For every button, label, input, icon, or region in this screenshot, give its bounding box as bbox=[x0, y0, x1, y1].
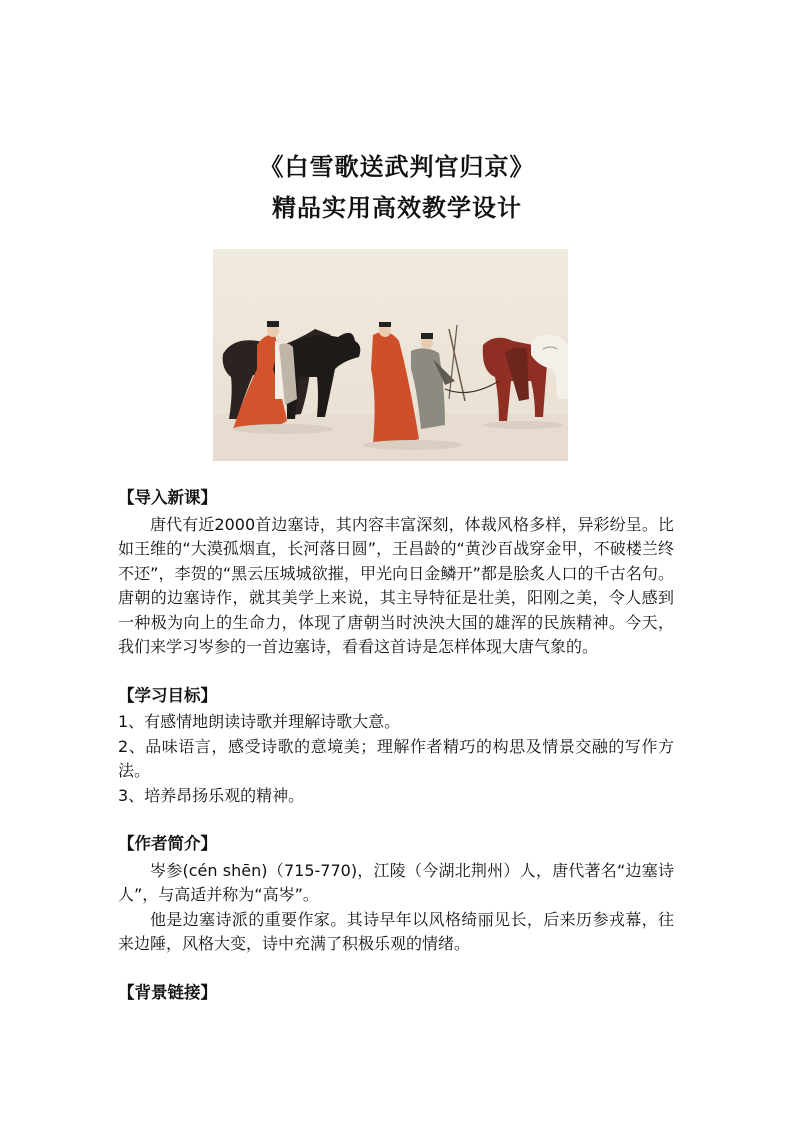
document-body bbox=[118, 486, 674, 1029]
section-heading: 【背景链接】 bbox=[118, 982, 217, 1002]
section-goals bbox=[118, 684, 674, 809]
illustration-image bbox=[213, 249, 568, 461]
goal-item: 1、有感情地朗读诗歌并理解诗歌大意。 bbox=[118, 712, 401, 731]
author-paragraph: 岑参(cén shēn)（715-770)，江陵（今湖北荆州）人，唐代著名“边塞诗人”，与高适并称为“高岑”。 bbox=[118, 860, 674, 904]
goal-item: 3、培养昂扬乐观的精神。 bbox=[118, 785, 305, 805]
section-heading: 【导入新课】 bbox=[118, 488, 217, 507]
section-heading: 【作者简介】 bbox=[118, 834, 217, 853]
section-intro bbox=[118, 486, 674, 660]
section-author bbox=[118, 832, 674, 957]
painting-horsemen-snow-icon bbox=[213, 249, 568, 461]
author-paragraph: 他是边塞诗派的重要作家。其诗早年以风格绮丽见长，后来历参戎幕，往来边陲，风格大变，诗中充满了积极乐观的情绪。 bbox=[118, 909, 674, 953]
goal-item: 2、品味语言，感受诗歌的意境美；理解作者精巧的构思及情景交融的写作方法。 bbox=[118, 736, 674, 780]
document-subtitle: 精品实用高效教学设计 bbox=[272, 193, 522, 222]
section-background bbox=[118, 981, 674, 1006]
document-title: 《白雪歌送武判官归京》 bbox=[259, 152, 535, 181]
section-heading: 【学习目标】 bbox=[118, 685, 217, 705]
intro-paragraph: 唐代有近2000首边塞诗，其内容丰富深刻，体裁风格多样，异彩纷呈。比如王维的“大漠孤烟直，长河落日圆”，王昌龄的“黄沙百战穿金甲，不破楼兰终不还”，李贺的“黑云压城城欲摧，甲光向日金鳞开”都是脍炙人口的千古名句。唐朝的边塞诗作，就其美学上来说，其主导特征是壮美，阳刚之美，令人感到一种极为向上的生命力，体现了唐朝当时泱泱大国的雄浑的民族精神。今天，我们来学习岑参的一首边塞诗，看看这首诗是怎样体现大唐气象的。 bbox=[118, 514, 674, 656]
